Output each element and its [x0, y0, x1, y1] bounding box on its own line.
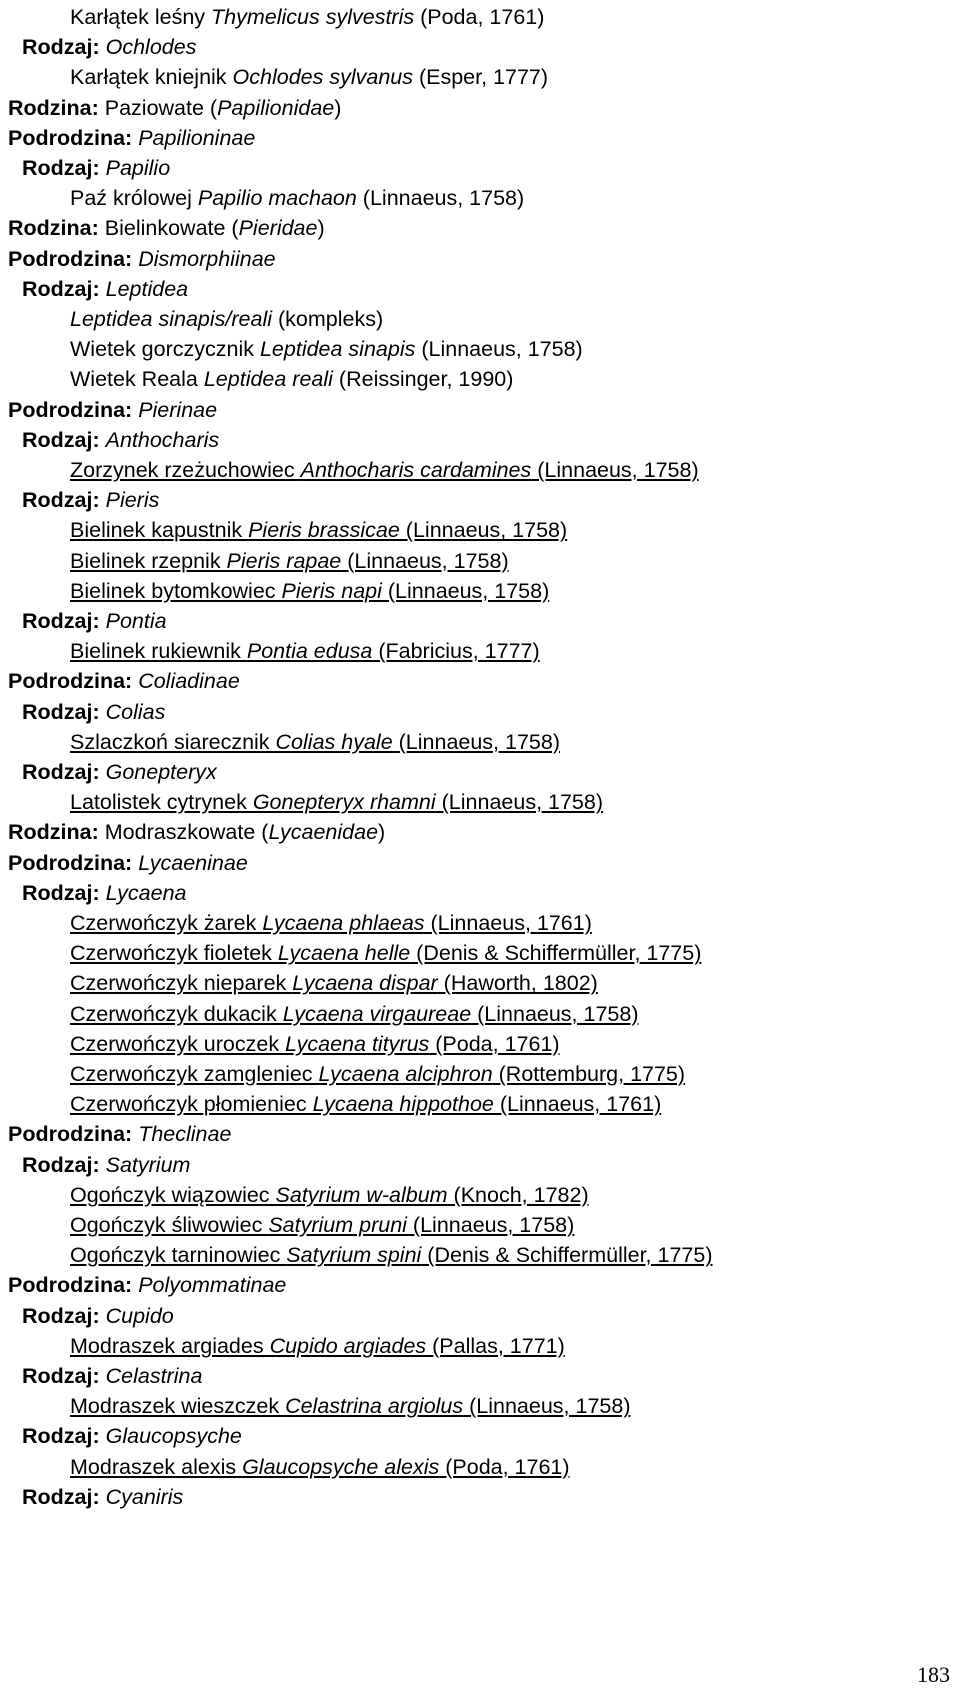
- rank-label: Rodzina:: [8, 820, 105, 845]
- species-line: [70, 1333, 565, 1359]
- latin-name: Pieris rapae: [226, 548, 342, 573]
- plain-text: (Linnaeus, 1758): [406, 1213, 575, 1237]
- latin-name: Celastrina: [105, 1364, 203, 1388]
- plain-text: (Linnaeus, 1758): [435, 790, 604, 815]
- latin-name: Pieridae: [238, 216, 318, 241]
- plain-text: Zorzynek rzeżuchowiec: [70, 458, 301, 482]
- latin-name: Papilionidae: [217, 95, 335, 120]
- species-line: [70, 336, 583, 362]
- rank-label: Podrodzina:: [8, 669, 139, 694]
- rank-label: Podrodzina:: [8, 850, 139, 875]
- rank-label: Rodzaj:: [22, 156, 106, 180]
- species-line: [70, 306, 383, 332]
- latin-name: Leptidea sinapis: [259, 337, 416, 362]
- plain-text: ): [317, 216, 325, 241]
- latin-name: Lycaeninae: [138, 850, 248, 875]
- rodzaj-line: [22, 487, 159, 513]
- species-line: [70, 1454, 570, 1480]
- latin-name: Lycaena tityrus: [285, 1031, 430, 1056]
- latin-name: Pontia edusa: [246, 639, 373, 664]
- plain-text: Czerwończyk żarek: [70, 911, 263, 935]
- latin-name: Lycaena virgaureae: [282, 1001, 472, 1026]
- plain-text: (Knoch, 1782): [447, 1182, 589, 1207]
- plain-text: Bielinek rzepnik: [70, 548, 227, 573]
- species-line: [70, 1061, 685, 1087]
- latin-name: Leptidea sinapis/reali: [70, 307, 272, 331]
- species-line: [70, 1212, 574, 1238]
- latin-name: Lycaenidae: [268, 820, 379, 845]
- rank-label: Rodzaj:: [22, 699, 106, 724]
- latin-name: Anthocharis cardamines: [300, 458, 532, 482]
- plain-text: Szlaczkoń siarecznik: [70, 729, 276, 754]
- species-line: [70, 1182, 589, 1208]
- latin-name: Papilioninae: [138, 125, 256, 150]
- rodzina-line: [8, 95, 341, 121]
- latin-name: Lycaena helle: [277, 941, 411, 966]
- plain-text: Czerwończyk zamgleniec: [70, 1062, 319, 1086]
- rodzaj-line: [22, 276, 188, 302]
- latin-name: Thymelicus sylvestris: [211, 5, 415, 29]
- species-line: [70, 1091, 661, 1117]
- rodzaj-line: [22, 1423, 242, 1449]
- plain-text: Czerwończyk dukacik: [70, 1001, 283, 1026]
- rodzaj-line: [22, 34, 196, 60]
- rodzaj-line: [22, 427, 219, 453]
- latin-name: Leptidea reali: [203, 367, 333, 392]
- plain-text: ): [334, 95, 342, 120]
- latin-name: Ochlodes: [105, 35, 197, 60]
- rank-label: Rodzaj:: [22, 427, 106, 452]
- plain-text: Bielinkowate (: [104, 216, 239, 241]
- plain-text: Modraszek alexis: [70, 1454, 243, 1479]
- species-line: [70, 1031, 560, 1057]
- latin-name: Coliadinae: [138, 669, 240, 694]
- rodzaj-line: [22, 1363, 202, 1389]
- species-line: [70, 517, 567, 543]
- plain-text: Czerwończyk fioletek: [70, 941, 278, 966]
- latin-name: Lycaena dispar: [292, 971, 438, 996]
- plain-text: Paziowate (: [104, 95, 218, 120]
- plain-text: (Linnaeus, 1758): [399, 518, 568, 543]
- species-line: [70, 185, 524, 211]
- latin-name: Colias hyale: [275, 729, 393, 754]
- rodzina-line: [8, 215, 325, 241]
- rodzaj-line: [22, 1303, 174, 1329]
- latin-name: Dismorphiinae: [138, 246, 276, 271]
- rank-label: Rodzaj:: [22, 1303, 106, 1328]
- rank-label: Podrodzina:: [8, 125, 139, 150]
- rank-label: Rodzaj:: [22, 1152, 106, 1177]
- plain-text: Karłątek kniejnik: [70, 65, 233, 90]
- species-line: [70, 366, 513, 392]
- species-line: [70, 64, 548, 90]
- plain-text: Bielinek kapustnik: [70, 518, 249, 543]
- latin-name: Satyrium pruni: [268, 1213, 407, 1237]
- latin-name: Celastrina argiolus: [285, 1394, 464, 1419]
- rank-label: Podrodzina:: [8, 1273, 139, 1298]
- plain-text: (Reissinger, 1990): [332, 367, 514, 392]
- plain-text: Czerwończyk płomieniec: [70, 1092, 313, 1117]
- plain-text: (Fabricius, 1777): [372, 639, 540, 664]
- plain-text: Ogończyk śliwowiec: [70, 1213, 269, 1237]
- species-line: [70, 548, 509, 574]
- latin-name: Leptidea: [105, 276, 189, 301]
- species-line: [70, 729, 560, 755]
- plain-text: (Linnaeus, 1761): [493, 1092, 662, 1117]
- plain-text: Bielinek rukiewnik: [70, 639, 247, 664]
- rank-label: Rodzaj:: [22, 276, 106, 301]
- latin-name: Anthocharis: [105, 427, 220, 452]
- species-line: [70, 457, 699, 483]
- latin-name: Glaucopsyche alexis: [242, 1454, 440, 1479]
- latin-name: Gonepteryx: [105, 760, 217, 784]
- species-line: [70, 1393, 630, 1419]
- podrodzina-line: [8, 1121, 231, 1147]
- species-line: [70, 578, 549, 604]
- species-line: [70, 940, 701, 966]
- species-line: [70, 1242, 713, 1268]
- podrodzina-line: [8, 668, 240, 694]
- plain-text: (kompleks): [272, 307, 384, 331]
- plain-text: Ogończyk tarninowiec: [70, 1243, 287, 1268]
- species-line: [70, 970, 598, 996]
- rodzaj-line: [22, 880, 187, 906]
- rodzaj-line: [22, 699, 165, 725]
- rank-label: Rodzaj:: [22, 488, 106, 513]
- rank-label: Rodzaj:: [22, 1484, 106, 1509]
- latin-name: Glaucopsyche: [105, 1424, 242, 1449]
- podrodzina-line: [8, 1272, 286, 1298]
- rodzina-line: [8, 819, 385, 845]
- plain-text: (Esper, 1777): [412, 65, 549, 90]
- rodzaj-line: [22, 608, 167, 634]
- latin-name: Satyrium spini: [286, 1243, 422, 1268]
- podrodzina-line: [8, 397, 217, 423]
- rank-label: Rodzina:: [8, 216, 105, 241]
- latin-name: Cyaniris: [105, 1484, 184, 1509]
- latin-name: Pontia: [105, 609, 167, 633]
- plain-text: (Linnaeus, 1758): [381, 578, 550, 603]
- plain-text: ): [378, 820, 386, 845]
- rank-label: Rodzaj:: [22, 1424, 106, 1449]
- plain-text: (Linnaeus, 1758): [463, 1394, 631, 1419]
- plain-text: Karłątek leśny: [70, 5, 212, 29]
- species-line: [70, 4, 544, 30]
- rodzaj-line: [22, 155, 170, 181]
- plain-text: (Linnaeus, 1758): [531, 458, 699, 482]
- plain-text: Paź królowej: [70, 186, 198, 211]
- latin-name: Theclinae: [138, 1122, 232, 1147]
- podrodzina-line: [8, 246, 276, 272]
- latin-name: Pierinae: [138, 397, 218, 422]
- rank-label: Rodzaj:: [22, 35, 106, 60]
- rank-label: Rodzaj:: [22, 1364, 106, 1388]
- latin-name: Lycaena: [105, 880, 187, 905]
- latin-name: Lycaena alciphron: [318, 1062, 493, 1086]
- rodzaj-line: [22, 759, 217, 785]
- plain-text: Ogończyk wiązowiec: [70, 1182, 276, 1207]
- latin-name: Satyrium: [105, 1152, 191, 1177]
- plain-text: (Denis & Schiffermüller, 1775): [410, 941, 702, 966]
- plain-text: (Linnaeus, 1758): [356, 186, 525, 211]
- plain-text: (Linnaeus, 1758): [415, 337, 583, 362]
- latin-name: Cupido argiades: [269, 1333, 427, 1358]
- plain-text: (Haworth, 1802): [437, 971, 598, 996]
- rank-label: Rodzaj:: [22, 609, 106, 633]
- plain-text: (Linnaeus, 1758): [471, 1001, 639, 1026]
- page-number: 183: [917, 1662, 950, 1687]
- plain-text: Modraszkowate (: [104, 820, 269, 845]
- species-line: [70, 1001, 639, 1027]
- rank-label: Podrodzina:: [8, 1122, 139, 1147]
- rodzaj-line: [22, 1484, 183, 1510]
- plain-text: (Poda, 1761): [414, 5, 545, 29]
- plain-text: (Poda, 1761): [439, 1454, 570, 1479]
- plain-text: (Rottemburg, 1775): [492, 1062, 686, 1086]
- plain-text: Czerwończyk uroczek: [70, 1031, 286, 1056]
- plain-text: Czerwończyk nieparek: [70, 971, 293, 996]
- plain-text: (Linnaeus, 1758): [392, 729, 560, 754]
- latin-name: Gonepteryx rhamni: [252, 790, 436, 815]
- rank-label: Rodzaj:: [22, 760, 106, 784]
- plain-text: Bielinek bytomkowiec: [70, 578, 282, 603]
- plain-text: (Denis & Schiffermüller, 1775): [421, 1243, 713, 1268]
- latin-name: Papilio: [105, 156, 171, 180]
- rodzaj-line: [22, 1152, 190, 1178]
- plain-text: (Pallas, 1771): [426, 1333, 565, 1358]
- latin-name: Lycaena hippothoe: [312, 1092, 494, 1117]
- latin-name: Polyommatinae: [138, 1273, 287, 1298]
- plain-text: Modraszek argiades: [70, 1333, 270, 1358]
- latin-name: Pieris: [105, 488, 160, 513]
- podrodzina-line: [8, 125, 255, 151]
- plain-text: Latolistek cytrynek: [70, 790, 253, 815]
- latin-name: Pieris brassicae: [248, 518, 400, 543]
- latin-name: Pieris napi: [281, 578, 382, 603]
- species-line: [70, 789, 603, 815]
- latin-name: Lycaena phlaeas: [262, 911, 425, 935]
- latin-name: Ochlodes sylvanus: [232, 65, 413, 90]
- rank-label: Rodzina:: [8, 95, 105, 120]
- species-line: [70, 638, 540, 664]
- latin-name: Colias: [105, 699, 166, 724]
- podrodzina-line: [8, 850, 248, 876]
- rank-label: Podrodzina:: [8, 246, 139, 271]
- latin-name: Cupido: [105, 1303, 174, 1328]
- rank-label: Rodzaj:: [22, 880, 106, 905]
- plain-text: (Linnaeus, 1761): [424, 911, 592, 935]
- latin-name: Papilio machaon: [197, 186, 357, 211]
- plain-text: Wietek gorczycznik: [70, 337, 260, 362]
- rank-label: Podrodzina:: [8, 397, 139, 422]
- plain-text: Wietek Reala: [70, 367, 204, 392]
- plain-text: Modraszek wieszczek: [70, 1394, 286, 1419]
- species-line: [70, 910, 592, 936]
- plain-text: (Poda, 1761): [429, 1031, 560, 1056]
- plain-text: (Linnaeus, 1758): [341, 548, 509, 573]
- latin-name: Satyrium w-album: [275, 1182, 448, 1207]
